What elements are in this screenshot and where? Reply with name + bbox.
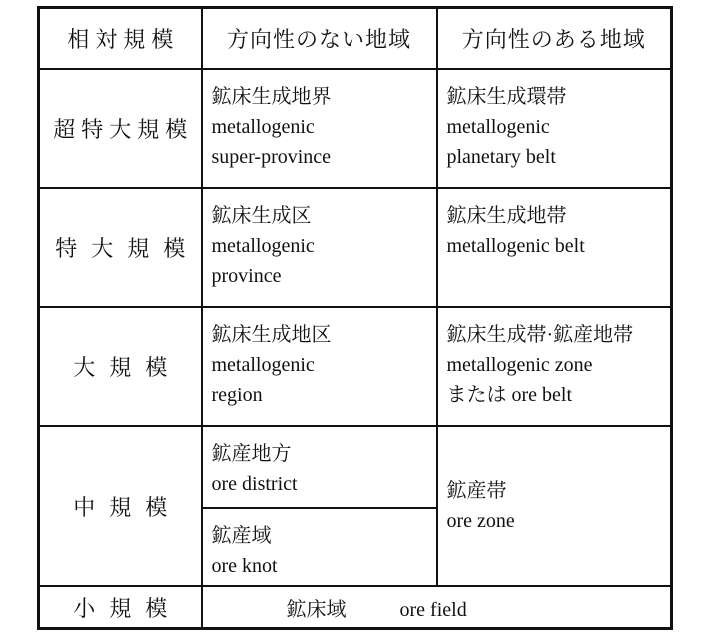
term-ja: 鉱床生成帯·鉱産地帯 (446, 323, 634, 346)
term-en: ore field (399, 598, 467, 621)
scale-cell: 大規模 (39, 307, 202, 426)
scale-cell: 中規模 (39, 426, 202, 586)
table-row (39, 188, 672, 307)
term-en: metallogenic (446, 116, 550, 139)
term-en: ore district (211, 473, 298, 496)
header-non-directional: 方向性のない地域 (202, 8, 437, 70)
term-ja: 鉱床生成地界 (211, 86, 332, 109)
non-directional-cell (202, 69, 437, 187)
term-en: planetary belt (446, 146, 556, 169)
table-header-row (39, 8, 672, 70)
table-row (39, 426, 672, 508)
header-scale: 相対規模 (39, 8, 202, 70)
term-en: metallogenic (211, 353, 315, 376)
non-directional-cell (202, 426, 437, 508)
directional-cell (437, 188, 672, 307)
term-en: metallogenic belt (446, 234, 585, 257)
term-ja: 鉱床域 (286, 598, 347, 621)
header-directional: 方向性のある地域 (437, 8, 672, 70)
directional-cell (437, 307, 672, 426)
term-ja: 鉱床生成地区 (211, 323, 332, 346)
term-ja: 鉱床生成地帯 (446, 204, 567, 227)
directional-cell (437, 426, 672, 586)
term-en: ore zone (446, 510, 515, 533)
table-row (39, 69, 672, 187)
scale-cell: 超特大規模 (39, 69, 202, 187)
combined-cell (202, 586, 672, 629)
term-ja: 鉱床生成区 (211, 204, 312, 227)
term-en: metallogenic (211, 234, 315, 257)
term-ja: 鉱産帯 (446, 480, 507, 503)
term-en: metallogenic zone (446, 353, 593, 376)
term-ja: 鉱産域 (211, 525, 272, 548)
scale-cell: 特大規模 (39, 188, 202, 307)
term-en: super-province (211, 146, 332, 169)
non-directional-cell (202, 508, 437, 586)
non-directional-cell (202, 188, 437, 307)
table-row (39, 307, 672, 426)
term-en: metallogenic (211, 116, 315, 139)
term-ja: 鉱産地方 (211, 443, 292, 466)
term-en: province (211, 264, 282, 287)
table-row (39, 586, 672, 629)
ore-deposit-scale-table (37, 6, 673, 630)
term-en: または ore belt (446, 383, 573, 406)
term-ja: 鉱床生成環帯 (446, 86, 567, 109)
non-directional-cell (202, 307, 437, 426)
term-en: region (211, 383, 263, 406)
scale-cell: 小規模 (39, 586, 202, 629)
term-en: ore knot (211, 555, 278, 578)
directional-cell (437, 69, 672, 187)
